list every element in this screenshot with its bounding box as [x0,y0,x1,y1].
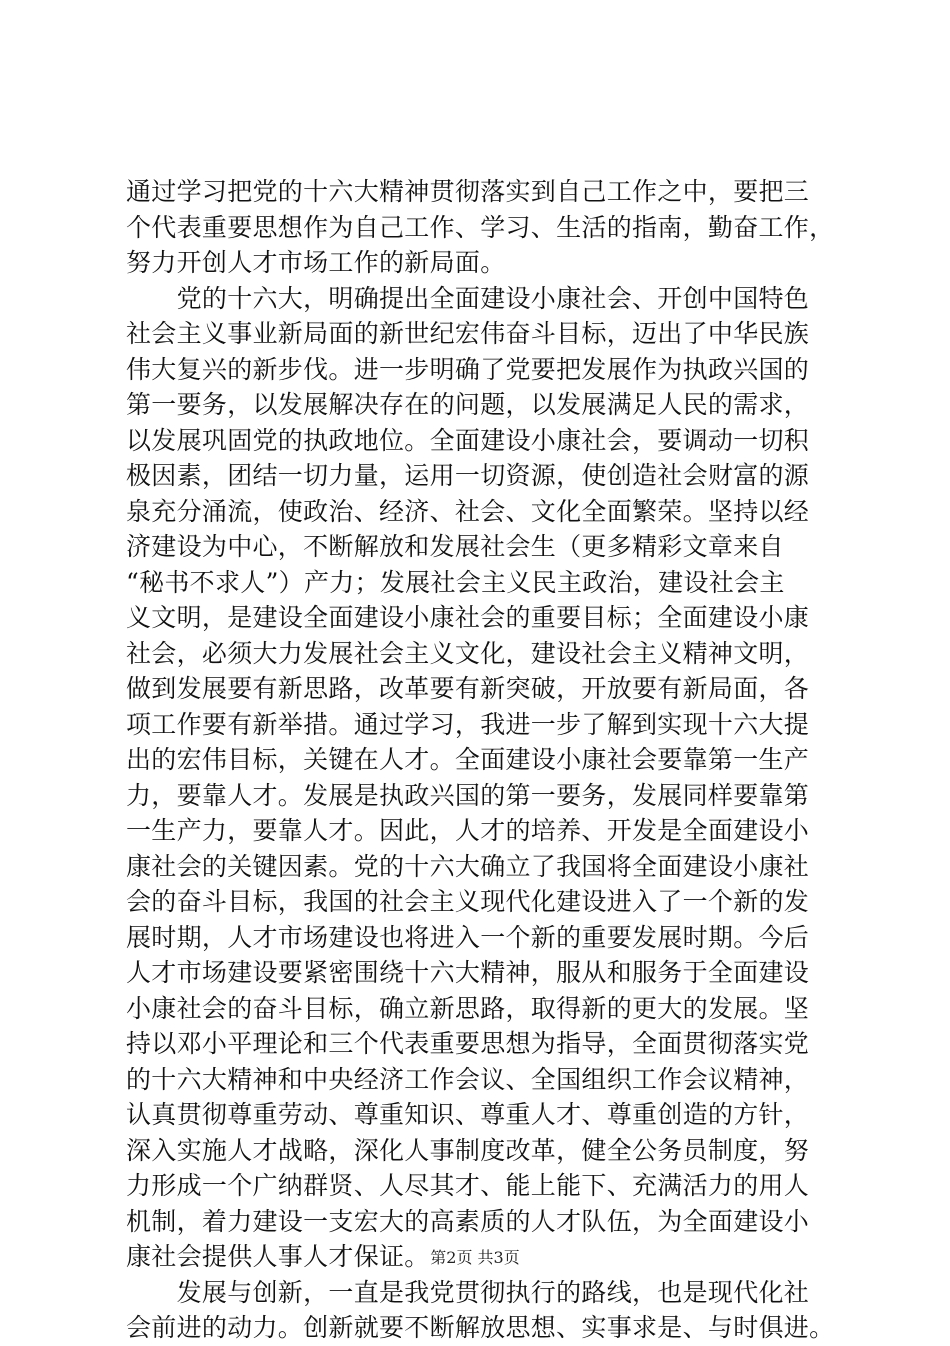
text-line: 济建设为中心，不断解放和发展社会生（更多精彩文章来自 [126,532,784,561]
text-line: 出的宏伟目标，关键在人才。全面建设小康社会要靠第一生产 [126,745,810,774]
text-line: 社会，必须大力发展社会主义文化，建设社会主义精神文明， [126,638,810,668]
text-line: 小康社会的奋斗目标，确立新思路，取得新的更大的发展。坚 [126,993,810,1023]
text-line: 力，要靠人才。发展是执政兴国的第一要务，发展同样要靠第 [126,780,810,810]
text-line: 党的十六大，明确提出全面建设小康社会、开创中国特色 [126,283,810,313]
text-line: 会的奋斗目标，我国的社会主义现代化建设进入了一个新的发 [126,887,810,916]
page-number-footer: 第2页 共3页 [430,1248,520,1267]
text-line: 义文明，是建设全面建设小康社会的重要目标；全面建设小康 [126,603,810,632]
text-line: “秘书不求人”）产力；发展社会主义民主政治，建设社会主 [126,567,785,597]
text-line: 的十六大精神和中央经济工作会议、全国组织工作会议精神， [126,1064,810,1094]
text-line: 以发展巩固党的执政地位。全面建设小康社会，要调动一切积 [126,425,810,455]
text-line: 项工作要有新举措。通过学习，我进一步了解到实现十六大提 [126,709,810,739]
text-line: 深入实施人才战略，深化人事制度改革，健全公务员制度，努 [126,1135,810,1165]
text-line: 机制，着力建设一支宏大的高素质的人才队伍，为全面建设小 [126,1206,810,1236]
text-line: 展时期，人才市场建设也将进入一个新的重要发展时期。今后 [126,922,810,952]
text-line: 个代表重要思想作为自己工作、学习、生活的指南，勤奋工作， [126,212,835,242]
text-line: 力形成一个广纳群贤、人尽其才、能上能下、充满活力的用人 [126,1171,810,1200]
text-line: 努力开创人才市场工作的新局面。 [126,248,506,277]
text-line: 通过学习把党的十六大精神贯彻落实到自己工作之中，要把三 [126,177,810,206]
text-line: 第一要务，以发展解决存在的问题，以发展满足人民的需求， [126,390,810,419]
text-line: 做到发展要有新思路，改革要有新突破，开放要有新局面，各 [126,674,810,703]
text-line: 社会主义事业新局面的新世纪宏伟奋斗目标，迈出了中华民族 [126,319,810,348]
text-line: 康社会的关键因素。党的十六大确立了我国将全面建设小康社 [126,851,810,881]
body-text [126,174,838,1346]
text-line: 极因素，团结一切力量，运用一切资源，使创造社会财富的源 [126,461,810,490]
text-line: 伟大复兴的新步伐。进一步明确了党要把发展作为执政兴国的 [126,354,810,384]
text-line: 人才市场建设要紧密围绕十六大精神，服从和服务于全面建设 [126,958,810,987]
text-line: 泉充分涌流，使政治、经济、社会、文化全面繁荣。坚持以经 [126,496,810,526]
text-line: 会前进的动力。创新就要不断解放思想、实事求是、与时俱进。 [126,1313,835,1342]
text-line: 发展与创新，一直是我党贯彻执行的路线，也是现代化社 [126,1277,810,1307]
text-line: 一生产力，要靠人才。因此，人才的培养、开发是全面建设小 [126,816,810,845]
text-line: 康社会提供人事人才保证。 [126,1242,430,1271]
text-line: 认真贯彻尊重劳动、尊重知识、尊重人才、尊重创造的方针， [126,1100,810,1129]
text-line: 持以邓小平理论和三个代表重要思想为指导，全面贯彻落实党 [126,1029,810,1058]
